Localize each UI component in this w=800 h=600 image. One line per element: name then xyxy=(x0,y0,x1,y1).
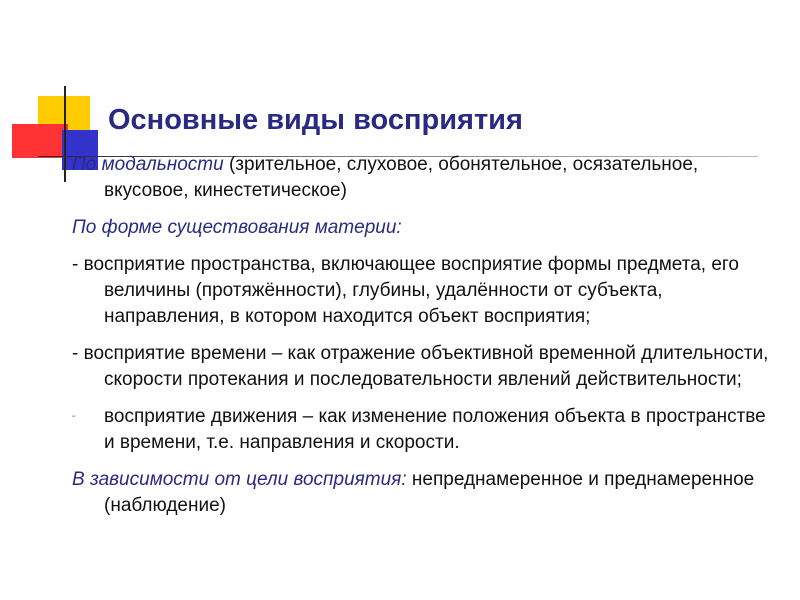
decor-vertical-line xyxy=(64,86,66,182)
modality-label: По модальности xyxy=(72,154,224,175)
goal-label: В зависимости от цели восприятия: xyxy=(72,469,407,491)
modality-text: (зрительное, слуховое, обонятельное, осязательное, вкусовое, кинестетическое) xyxy=(104,154,699,201)
motion-perception-text: восприятие движения – как изменение положения объекта в пространстве и времени, т.е. направления и скорости. xyxy=(104,406,766,454)
paragraph-time-perception xyxy=(72,341,772,393)
decor-red-rectangle xyxy=(12,124,68,158)
time-perception-text: - восприятие времени – как отражение объективной временной длительности, скорости протекания и последовательности явлений действительности; xyxy=(72,343,769,390)
paragraph-form-heading xyxy=(72,215,772,241)
paragraph-space-perception xyxy=(72,252,772,330)
slide-content xyxy=(72,152,772,530)
space-perception-text: - восприятие пространства, включающее восприятие формы предмета, его величины (протяжённости), глубины, удалённости от субъекта, направления, в котором находится объект восприятия; xyxy=(72,254,739,327)
paragraph-motion-perception xyxy=(72,404,772,456)
slide-title: Основные виды восприятия xyxy=(108,104,523,136)
paragraph-modality xyxy=(72,152,772,204)
form-label: По форме существования материи: xyxy=(72,217,402,238)
motion-bullet: - xyxy=(72,411,76,422)
goal-text: непреднамеренное и преднамеренное (наблюдение) xyxy=(104,469,755,517)
paragraph-goal-dependence xyxy=(72,467,772,519)
